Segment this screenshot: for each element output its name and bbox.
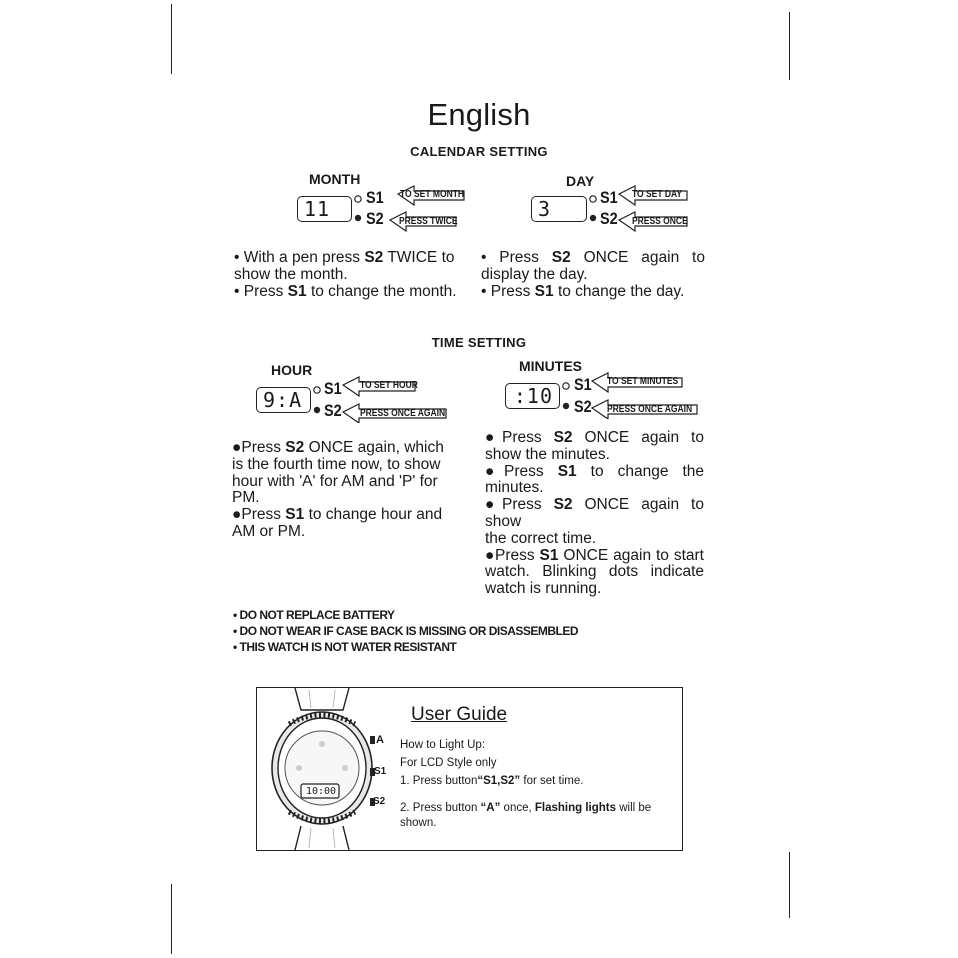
minutes-s2-action: PRESS ONCE AGAIN xyxy=(607,404,693,415)
day-instructions: • Press S2 ONCE again to display the day. • Press S1 to change the day. xyxy=(481,249,705,300)
watch-illustration xyxy=(265,688,377,850)
hour-lcd-display xyxy=(256,387,311,413)
minutes-label: MINUTES xyxy=(519,358,582,374)
crop-mark-bottom-right xyxy=(789,852,790,918)
day-s2-action: PRESS ONCE xyxy=(632,216,688,227)
month-s2-action: PRESS TWICE xyxy=(399,216,458,227)
warnings-list xyxy=(233,607,578,655)
minutes-s1: S1 xyxy=(574,375,592,394)
hour-instructions: ●Press S2 ONCE again, which is the fourth time now, to show hour with 'A' for AM and 'P' for PM. ●Press S1 to change hour and AM or PM. xyxy=(232,439,444,540)
time-setting-heading: TIME SETTING xyxy=(431,335,527,350)
guide-step-2: 2. Press button “A” once, Flashing lights will be shown. xyxy=(400,802,652,829)
month-label: MONTH xyxy=(309,171,361,187)
day-label: DAY xyxy=(566,173,595,189)
guide-step-1: 1. Press button“S1,S2” for set time. xyxy=(400,775,584,787)
month-s1-action: TO SET MONTH xyxy=(400,189,465,200)
crop-mark-bottom-left xyxy=(171,884,172,954)
user-guide-text xyxy=(400,736,672,831)
month-lcd-value: 11 xyxy=(304,197,331,221)
day-lcd-value: 3 xyxy=(538,197,552,221)
hour-label: HOUR xyxy=(271,362,313,378)
day-lcd-display xyxy=(531,196,587,222)
hour-lcd-value: 9:A xyxy=(263,388,303,412)
page-title: English xyxy=(427,97,531,132)
guide-line-1: How to Light Up: xyxy=(400,739,486,751)
minutes-lcd-display xyxy=(505,383,560,409)
day-s2: S2 xyxy=(600,209,618,228)
user-guide-title: User Guide xyxy=(411,704,508,725)
hour-s2: S2 xyxy=(324,401,342,420)
warning-item: • DO NOT REPLACE BATTERY xyxy=(233,608,395,622)
button-a-label: A xyxy=(376,734,384,746)
minutes-s1-action: TO SET MINUTES xyxy=(607,376,679,387)
hour-s2-action: PRESS ONCE AGAIN xyxy=(360,408,446,419)
month-lcd-display xyxy=(297,196,352,222)
guide-line-2: For LCD Style only xyxy=(400,757,497,769)
day-s1-action: TO SET DAY xyxy=(632,189,683,200)
crop-mark-top-right xyxy=(789,12,790,80)
month-s2: S2 xyxy=(366,209,384,228)
hour-s1-action: TO SET HOUR xyxy=(360,380,418,391)
month-s1: S1 xyxy=(366,188,384,207)
button-s2-label: S2 xyxy=(373,796,386,807)
crop-mark-top-left xyxy=(171,4,172,74)
minutes-instructions: ●Press S2 ONCE again to show the minutes. ●Press S1 to change the minutes. ●Press S2 ONCE again to show the correct time. ●Press S1 ONCE again to start watch. Blinking dots indicate watch is running. xyxy=(485,429,704,598)
warning-item: • DO NOT WEAR IF CASE BACK IS MISSING OR DISASSEMBLED xyxy=(233,624,579,638)
calendar-setting-heading: CALENDAR SETTING xyxy=(410,144,548,159)
day-s1: S1 xyxy=(600,188,618,207)
user-guide-box xyxy=(256,687,683,851)
warning-item: • THIS WATCH IS NOT WATER RESISTANT xyxy=(233,640,457,654)
watch-lcd-value: 10:00 xyxy=(305,786,337,797)
minutes-s2: S2 xyxy=(574,397,592,416)
month-instructions: • With a pen press S2 TWICE to show the month. • Press S1 to change the month. xyxy=(234,249,457,300)
hour-s1: S1 xyxy=(324,379,342,398)
button-s1-label: S1 xyxy=(374,766,387,777)
minutes-lcd-value: :10 xyxy=(513,384,553,408)
